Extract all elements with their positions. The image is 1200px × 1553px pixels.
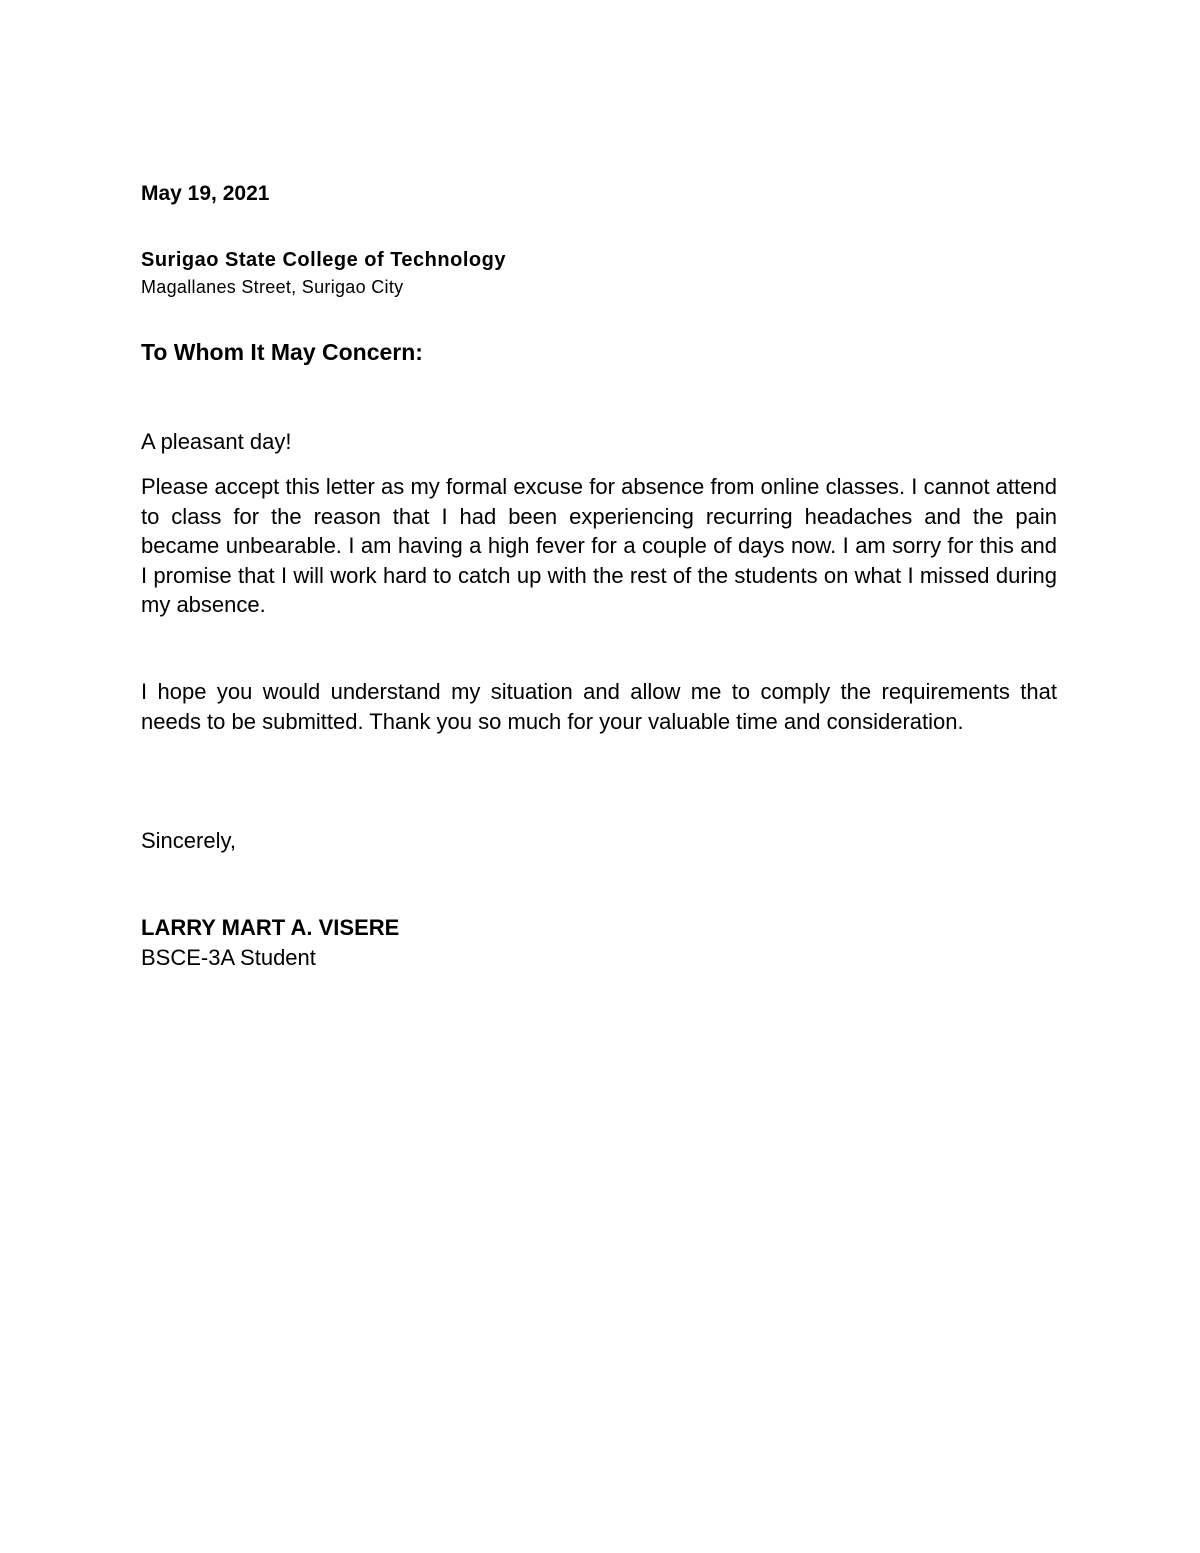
greeting: A pleasant day!	[141, 429, 292, 454]
signer-name: LARRY MART A. VISERE	[141, 915, 400, 940]
salutation: To Whom It May Concern:	[141, 339, 423, 365]
recipient-institution: Surigao State College of Technology	[141, 249, 506, 271]
letter-date: May 19, 2021	[141, 182, 270, 205]
closing: Sincerely,	[141, 828, 236, 853]
recipient-address: Magallanes Street, Surigao City	[141, 277, 404, 297]
body-paragraph-1: Please accept this letter as my formal excuse for absence from online classes. I cannot attend to class for the reason that I had been experiencing recurring headaches and the pain became unbearable. I am having a high fever for a couple of days now. I am sorry for this and I promise that I will work hard to catch up with the rest of the students on what I missed during my absence.	[141, 474, 1057, 617]
body-paragraph-2: I hope you would understand my situation and allow me to comply the requirements that needs to be submitted. Thank you so much for your valuable time and consideration.	[141, 679, 1057, 734]
signer-title: BSCE-3A Student	[141, 945, 316, 970]
